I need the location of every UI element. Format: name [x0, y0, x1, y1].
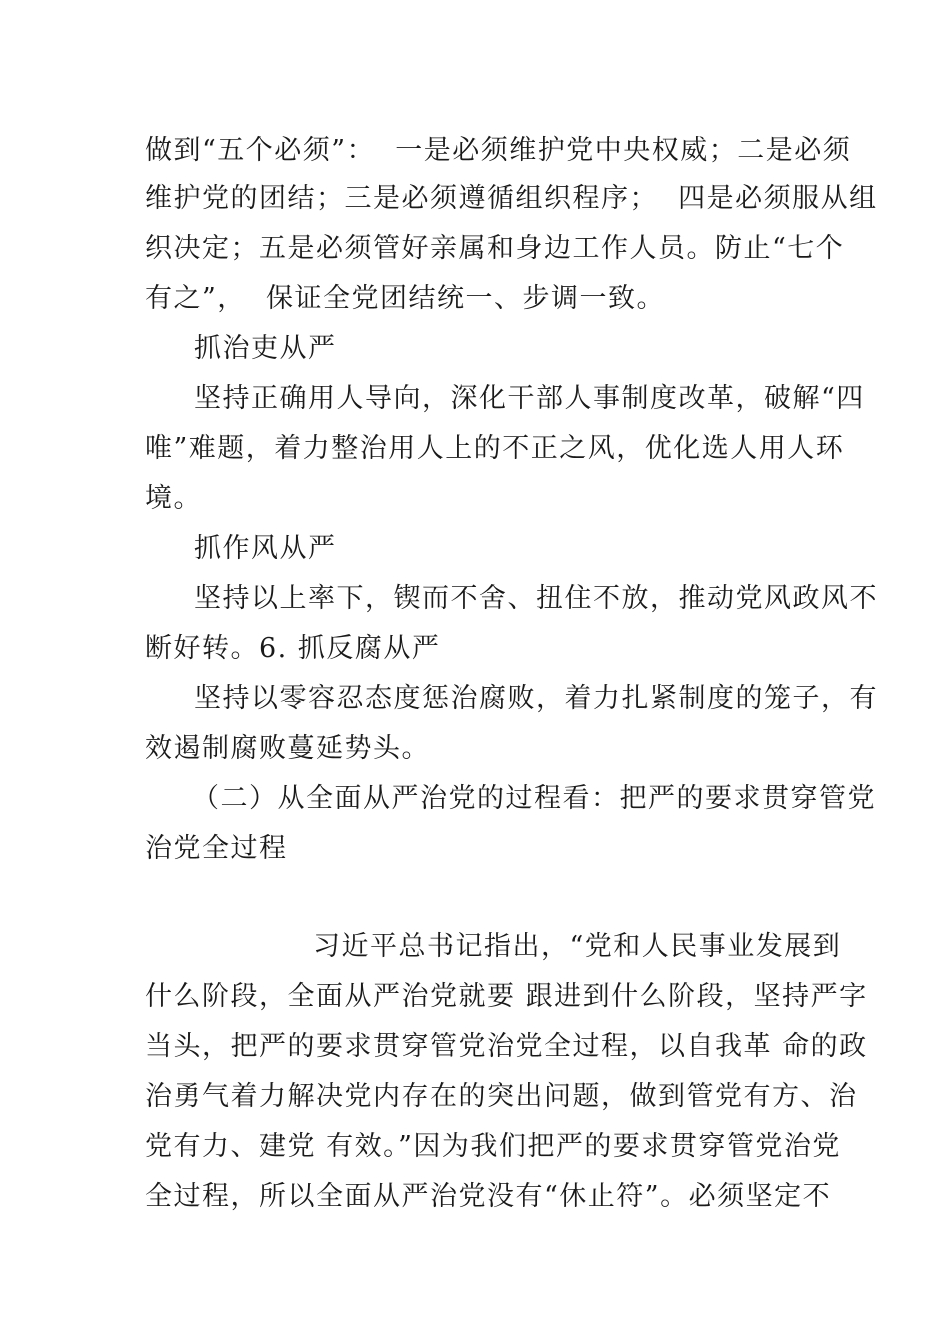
- body-text-line: 断好转。6. 抓反腐从严: [145, 633, 441, 664]
- section-heading: 抓作风从严: [194, 533, 337, 564]
- body-text-line: 做到“五个必须”： 一是必须维护党中央权威；二是必须: [145, 135, 852, 166]
- body-text-line: 全过程，所以全面从严治党没有“休止符”。必须坚定不: [145, 1181, 832, 1212]
- body-text-line: 当头，把严的要求贯穿管党治党全过程，以自我革 命的政: [145, 1031, 868, 1062]
- subsection-heading: （二）从全面从严治党的过程看：把严的要求贯穿管党: [192, 783, 876, 814]
- body-text-line: 治勇气着力解决党内存在的突出问题，做到管党有方、治: [145, 1081, 858, 1112]
- body-text-line: 有之”， 保证全党团结统一、步调一致。: [145, 283, 665, 314]
- quote-paragraph-start: 习近平总书记指出，“党和人民事业发展到: [313, 931, 842, 962]
- body-text-line: 效遏制腐败蔓延势头。: [145, 733, 430, 764]
- body-text-line: 坚持以上率下，锲而不舍、扭住不放，推动党风政风不: [194, 583, 878, 614]
- subsection-heading-continued: 治党全过程: [145, 833, 288, 864]
- body-text-line: 维护党的团结；三是必须遵循组织程序； 四是必须服从组: [145, 183, 878, 214]
- body-text-line: 什么阶段，全面从严治党就要 跟进到什么阶段，坚持严字: [145, 981, 868, 1012]
- body-text-line: 坚持以零容忍态度惩治腐败，着力扎紧制度的笼子，有: [194, 683, 878, 714]
- body-text-line: 党有力、建党 有效。”因为我们把严的要求贯穿管党治党: [145, 1131, 841, 1162]
- section-heading: 抓治吏从严: [194, 333, 337, 364]
- body-text-line: 境。: [145, 483, 202, 514]
- body-text-line: 坚持正确用人导向，深化干部人事制度改革，破解“四: [194, 383, 865, 414]
- body-text-line: 织决定；五是必须管好亲属和身边工作人员。防止“七个: [145, 233, 845, 264]
- body-text-line: 唯”难题，着力整治用人上的不正之风，优化选人用人环: [145, 433, 845, 464]
